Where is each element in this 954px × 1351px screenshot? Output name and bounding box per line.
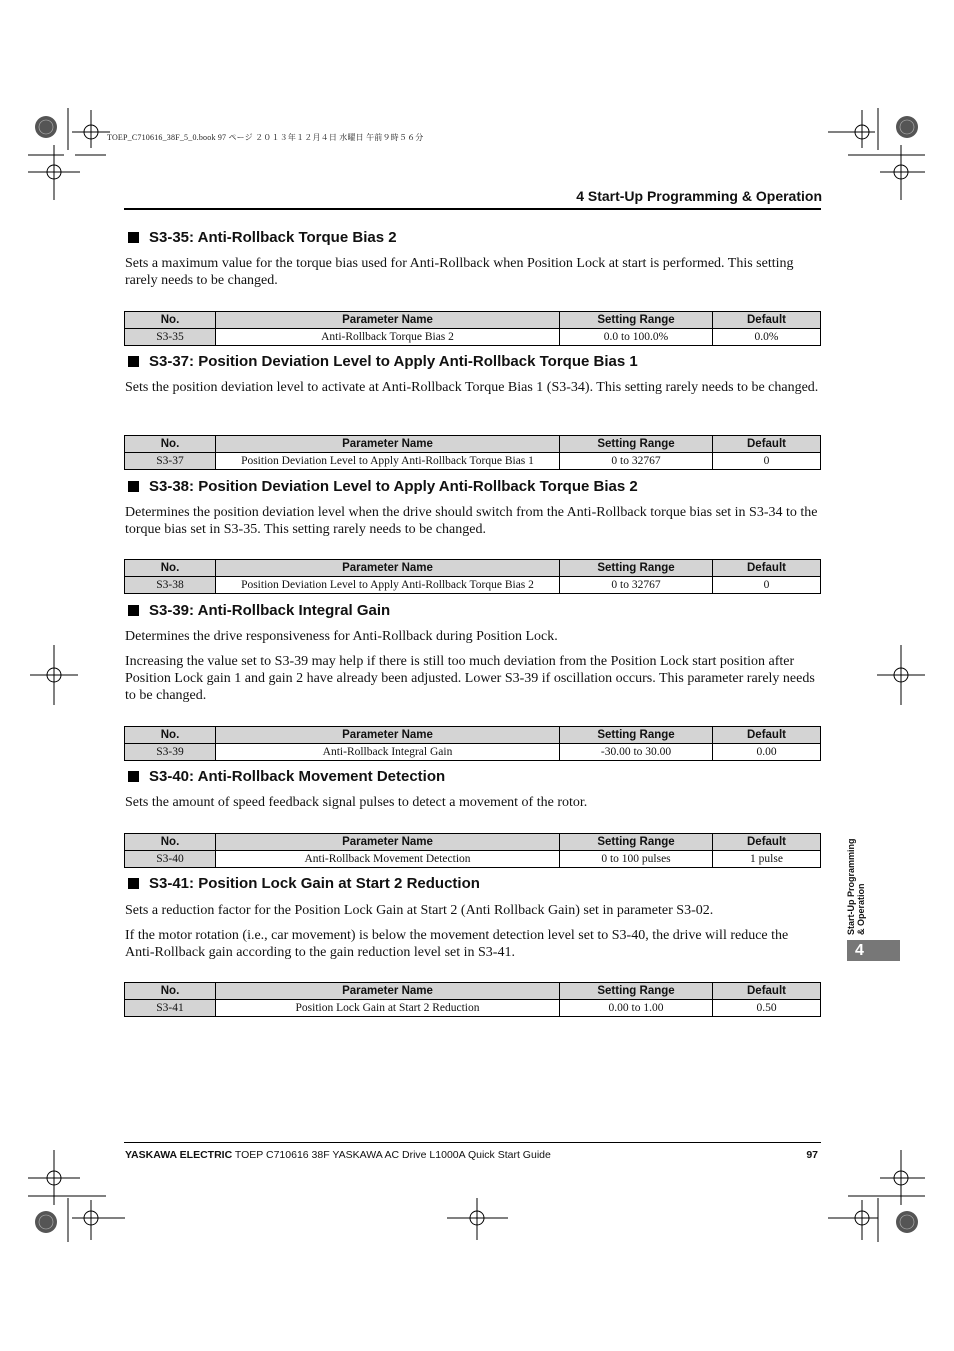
chapter-header: 4 Start-Up Programming & Operation (576, 188, 822, 204)
table-row (125, 453, 821, 470)
cell-range: -30.00 to 30.00 (560, 744, 713, 761)
col-no: No. (125, 834, 216, 851)
col-no: No. (125, 560, 216, 577)
section-heading (128, 602, 390, 619)
table-row (125, 1000, 821, 1017)
section-heading (128, 875, 480, 892)
col-no: No. (125, 727, 216, 744)
parameter-table (124, 311, 821, 346)
parameter-table (124, 833, 821, 868)
cell-no: S3-41 (125, 1000, 216, 1017)
cell-range: 0.00 to 1.00 (560, 1000, 713, 1017)
footer-brand: YASKAWA ELECTRIC (125, 1149, 233, 1161)
cell-name: Anti-Rollback Integral Gain (216, 744, 560, 761)
col-default: Default (713, 983, 821, 1000)
col-name: Parameter Name (216, 834, 560, 851)
section-title: S3-39: Anti-Rollback Integral Gain (149, 602, 391, 619)
print-metadata: TOEP_C710616_38F_5_0.book 97 ページ ２０１３年１２月４日 水曜日 午前９時５６分 (107, 133, 424, 142)
cell-no: S3-37 (125, 453, 216, 470)
cell-range: 0 to 32767 (560, 577, 713, 594)
col-range: Setting Range (560, 834, 713, 851)
side-label-line1: Start-Up Programming (846, 838, 856, 935)
cell-no: S3-38 (125, 577, 216, 594)
section-paragraph: Increasing the value set to S3-39 may help if there is still too much deviation from the Position Lock start position after Position Lock gain 1 and gain 2 have already been adjusted. Lower S3-39 if oscillation occurs. This parameter rarely needs to be changed. (125, 654, 815, 703)
col-default: Default (713, 727, 821, 744)
section-title: S3-41: Position Lock Gain at Start 2 Reduction (149, 875, 480, 892)
cell-range: 0 to 100 pulses (560, 851, 713, 868)
cell-name: Position Deviation Level to Apply Anti-Rollback Torque Bias 2 (216, 577, 560, 594)
cell-default: 0.50 (713, 1000, 821, 1017)
cell-default: 0.0% (713, 329, 821, 346)
cell-default: 0 (713, 453, 821, 470)
cell-name: Anti-Rollback Torque Bias 2 (216, 329, 560, 346)
chapter-tab: 4 (847, 940, 900, 961)
side-chapter-label (846, 830, 866, 935)
section-heading (128, 353, 638, 370)
parameter-table (124, 726, 821, 761)
square-bullet-icon (128, 771, 139, 782)
col-name: Parameter Name (216, 436, 560, 453)
section-paragraph: Sets the position deviation level to activate at Anti-Rollback Torque Bias 1 (S3-34). This setting rarely needs to be changed. (125, 380, 819, 395)
cell-default: 1 pulse (713, 851, 821, 868)
cell-name: Position Deviation Level to Apply Anti-Rollback Torque Bias 1 (216, 453, 560, 470)
square-bullet-icon (128, 232, 139, 243)
cell-range: 0.0 to 100.0% (560, 329, 713, 346)
col-range: Setting Range (560, 727, 713, 744)
section-paragraph: Sets the amount of speed feedback signal pulses to detect a movement of the rotor. (125, 795, 588, 810)
section-paragraph: If the motor rotation (i.e., car movement) is below the movement detection level set to S3-40, the drive will reduce the Anti-Rollback gain according to the gain reduction level set in S3-41. (125, 928, 789, 960)
col-default: Default (713, 436, 821, 453)
section-paragraph: Determines the drive responsiveness for Anti-Rollback during Position Lock. (125, 629, 558, 644)
square-bullet-icon (128, 878, 139, 889)
section-paragraph: Sets a reduction factor for the Position Lock Gain at Start 2 (Anti Rollback Gain) set in parameter S3-02. (125, 903, 714, 918)
col-no: No. (125, 983, 216, 1000)
cell-no: S3-40 (125, 851, 216, 868)
parameter-table (124, 435, 821, 470)
square-bullet-icon (128, 356, 139, 367)
col-name: Parameter Name (216, 312, 560, 329)
square-bullet-icon (128, 605, 139, 616)
col-range: Setting Range (560, 436, 713, 453)
square-bullet-icon (128, 481, 139, 492)
table-row (125, 851, 821, 868)
cell-name: Position Lock Gain at Start 2 Reduction (216, 1000, 560, 1017)
col-name: Parameter Name (216, 983, 560, 1000)
parameter-table (124, 559, 821, 594)
col-range: Setting Range (560, 312, 713, 329)
section-title: S3-40: Anti-Rollback Movement Detection (149, 768, 446, 785)
cell-no: S3-39 (125, 744, 216, 761)
col-no: No. (125, 312, 216, 329)
section-paragraph: Sets a maximum value for the torque bias used for Anti-Rollback when Position Lock at start is performed. This setting rarely needs to be changed. (125, 256, 794, 288)
col-no: No. (125, 436, 216, 453)
page-number: 97 (806, 1149, 818, 1161)
section-title: S3-38: Position Deviation Level to Apply Anti-Rollback Torque Bias 2 (149, 478, 638, 495)
cell-name: Anti-Rollback Movement Detection (216, 851, 560, 868)
cell-no: S3-35 (125, 329, 216, 346)
col-name: Parameter Name (216, 560, 560, 577)
parameter-table (124, 982, 821, 1017)
section-heading (128, 478, 638, 495)
col-name: Parameter Name (216, 727, 560, 744)
footer-doc-title: TOEP C710616 38F YASKAWA AC Drive L1000A Quick Start Guide (232, 1149, 551, 1161)
header-rule (124, 208, 821, 210)
section-title: S3-37: Position Deviation Level to Apply Anti-Rollback Torque Bias 1 (149, 353, 638, 370)
col-range: Setting Range (560, 560, 713, 577)
section-title: S3-35: Anti-Rollback Torque Bias 2 (149, 229, 397, 246)
table-row (125, 329, 821, 346)
cell-default: 0.00 (713, 744, 821, 761)
section-heading (128, 229, 397, 246)
col-range: Setting Range (560, 983, 713, 1000)
cell-range: 0 to 32767 (560, 453, 713, 470)
table-row (125, 744, 821, 761)
footer-rule (124, 1142, 821, 1143)
col-default: Default (713, 834, 821, 851)
table-row (125, 577, 821, 594)
section-heading (128, 768, 445, 785)
col-default: Default (713, 312, 821, 329)
footer-text (125, 1149, 551, 1161)
col-default: Default (713, 560, 821, 577)
section-paragraph: Determines the position deviation level when the drive should switch from the Anti-Rollback torque bias set in S3-34 to the torque bias set in S3-35. This setting rarely needs to be changed. (125, 505, 818, 537)
cell-default: 0 (713, 577, 821, 594)
side-label-line2: & Operation (856, 883, 866, 935)
